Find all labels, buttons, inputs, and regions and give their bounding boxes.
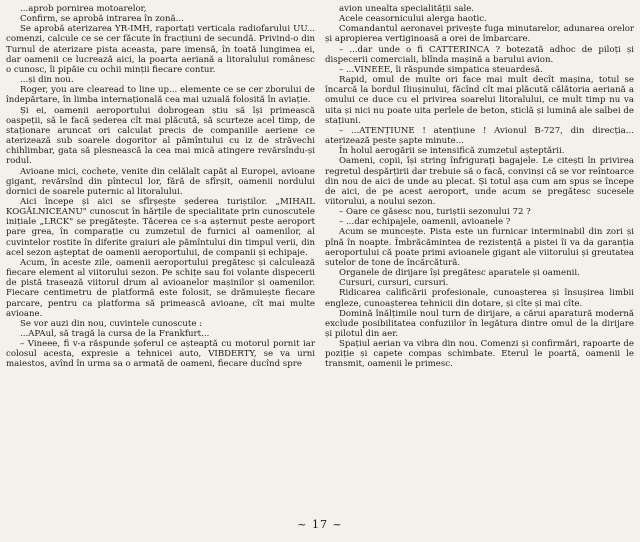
paragraph: În holul aerogării se intensifică zumzetul așteptării. [339, 146, 565, 157]
paragraph: Acele ceasornicului alerga haotic. [339, 14, 487, 25]
paragraph: Confirm, se aprobă intrarea în zonă... [20, 14, 184, 25]
paragraph: Acum, în aceste zile, oamenii aeroportului pregătesc și calculează fiecare element al viitorului sezon. Pe schițe sau foi volante dispecerii de pistă trasează viitorul drum al avioanelor mașinilor și oamenilor. Fiecare centimetru de platformă este folosit, se drămuiește fiecare parcare, pentru ca platforma să primească avioane, cît mai multe avioane. [6, 257, 315, 319]
left-column [6, 4, 315, 512]
paragraph: Aici începe și aici se sfîrșește șederea turiștilor. „MIHAIL KOGĂLNICEANU" cunoscut în hărțile de specialitate prin cunoscutele inițiale „LRCK" se pregătește. Tăcerea ce s-a așternut peste aeroport pare grea, în comparație cu zumzetul de furnici al oamenilor, al cuvintelor rostite în diferite graiuri ale pămîntului din timpul verii, din acel sezon așteptat de oamenii aeroportului, de companii și echipaje. [6, 196, 315, 258]
paragraph: – ...VINEEE, îi răspunde simpatica steuardesă. [339, 64, 543, 75]
paragraph: – ...dar unde o fi CATTERINCA ? botezată adhoc de piloți și dispecerii comerciali, blînda mașină a barului avion. [325, 44, 634, 65]
paragraph: ...APAul, să tragă la cursa de la Frankfurt... [20, 329, 210, 339]
paragraph: Domină înălțimile noul turn de dirijare, a cărui aparatură modernă exclude posibilitatea confuziilor în legătura dintre omul de la dirijare și pilotul din aer. [325, 308, 634, 339]
paragraph: avion unealta specialității sale. [339, 4, 475, 14]
paragraph: Cursuri, cursuri, cursuri. [339, 278, 449, 289]
right-column [325, 4, 634, 512]
paragraph: Oameni, copii, își string înfrigurați bagajele. Le citești în privirea regretul despărțirii dar trebuie să o facă, convinși că se vor reîntoarce din nou de aici de unde au plecat. Și totul așa cum am spus se începe de aici, de pe acest aeroport, unde acum se pregătesc sucesele viitorului, a noului sezon. [325, 156, 634, 207]
paragraph: Comandantul aeronavei privește fuga minutarelor, adunarea orelor și apropierea vertiginoasă a orei de îmbarcare. [325, 24, 634, 45]
paragraph: – ...dar echipajele, oamenii, avioanele ? [339, 217, 511, 228]
paragraph: Se aprobă aterizarea YR-IMH, raportați verticala radiofarului UU... comenzi, calcule ce se cer făcute în fracțiuni de secundă. Privind-o din Turnul de aterizare pista aceasta, pare imensă, în toată lungimea ei, dar oamenii ce lucrează aici, la poarta aeriană a litoralului românesc o cunosc, îi pipăie cu ochii minții fiecare contur. [6, 24, 315, 75]
paragraph: ...și din nou. [20, 75, 74, 86]
paragraph: Și ei, oamenii aeroportului dobrogean știu să își primească oaspeții, să le facă șederea cît mai plăcută, să scurteze acel timp, de staționare aruncat ori calculat precis de companiile aeriene ce aterizează sub soarele dogoritor al pămîntului cu iz de străvechi chihlimbar, gata să plesnească la cea mai mică atingere revărsîndu-și rodul. [6, 105, 315, 167]
paragraph: Roger, you are clearead to line up... elemente ce se cer zborului de îndepărtare, în limba internațională cea mai uzuală folosită în aviație. [6, 85, 315, 106]
paragraph: Acum se muncește. Pista este un furnicar interminabil din zori și pînă în noapte. Îmbrăcămintea de rezistență a pistei îi va da garanția aeroportului că poate primi avioanele gigant ale viitorului și greutatea sutelor de tone de încărcătură. [325, 227, 634, 268]
paragraph: Spațiul aerian va vibra din nou. Comenzi și confirmări, rapoarte de poziție și capete compas schimbate. Eterul le poartă, oamenii le transmit, oamenii le primesc. [325, 339, 634, 370]
paragraph: – ...ATENȚIUNE ! atențiune ! Avionul B-727, din direcția... aterizează peste șapte minute... [325, 125, 634, 147]
paragraph: – Vineee, fi v-a răspunde șoferul ce așteaptă cu motorul pornit iar colosul acesta, expresie a tehnicei auto, VIBDERTY, se va urni maiestos, avînd în urma sa o armată de oameni, fiecare ducînd spre [6, 339, 315, 370]
text-columns [6, 4, 634, 512]
paragraph: Se vor auzi din nou, cuvintele cunoscute : [20, 318, 203, 329]
paragraph: ...aprob pornirea motoarelor, [20, 4, 147, 14]
paragraph: Organele de dirijare își pregătesc aparatele și oamenii. [339, 268, 580, 279]
paragraph: – Oare ce găsesc nou, turiștii sezonului 72 ? [339, 207, 531, 218]
paragraph: Rapid, omul de multe ori face mai mult decît mașina, totul se încarcă la bordul Iliușinului, făcînd cît mai plăcută călătoria aeriană a omului ce duce cu el privirea soarelui litoralului, ce mult timp nu va uita și nici nu poate uita perlele de beton, sticlă și lumină ale salbei de stațiuni. [325, 75, 634, 126]
paragraph: Ridicarea calificării profesionale, cunoașterea și însușirea limbii engleze, cunoașterea tehnicii din dotare, și cîte și mai cîte. [325, 288, 634, 309]
paragraph: Avioane mici, cochete, venite din celălalt capăt al Europei, avioane gigant, revărsînd din pîntecul lor, fără de sfîrșit, oamenii nordului dornici de soarele puternic al litoralului. [6, 166, 315, 197]
page-number: ~ 17 ~ [297, 518, 343, 531]
